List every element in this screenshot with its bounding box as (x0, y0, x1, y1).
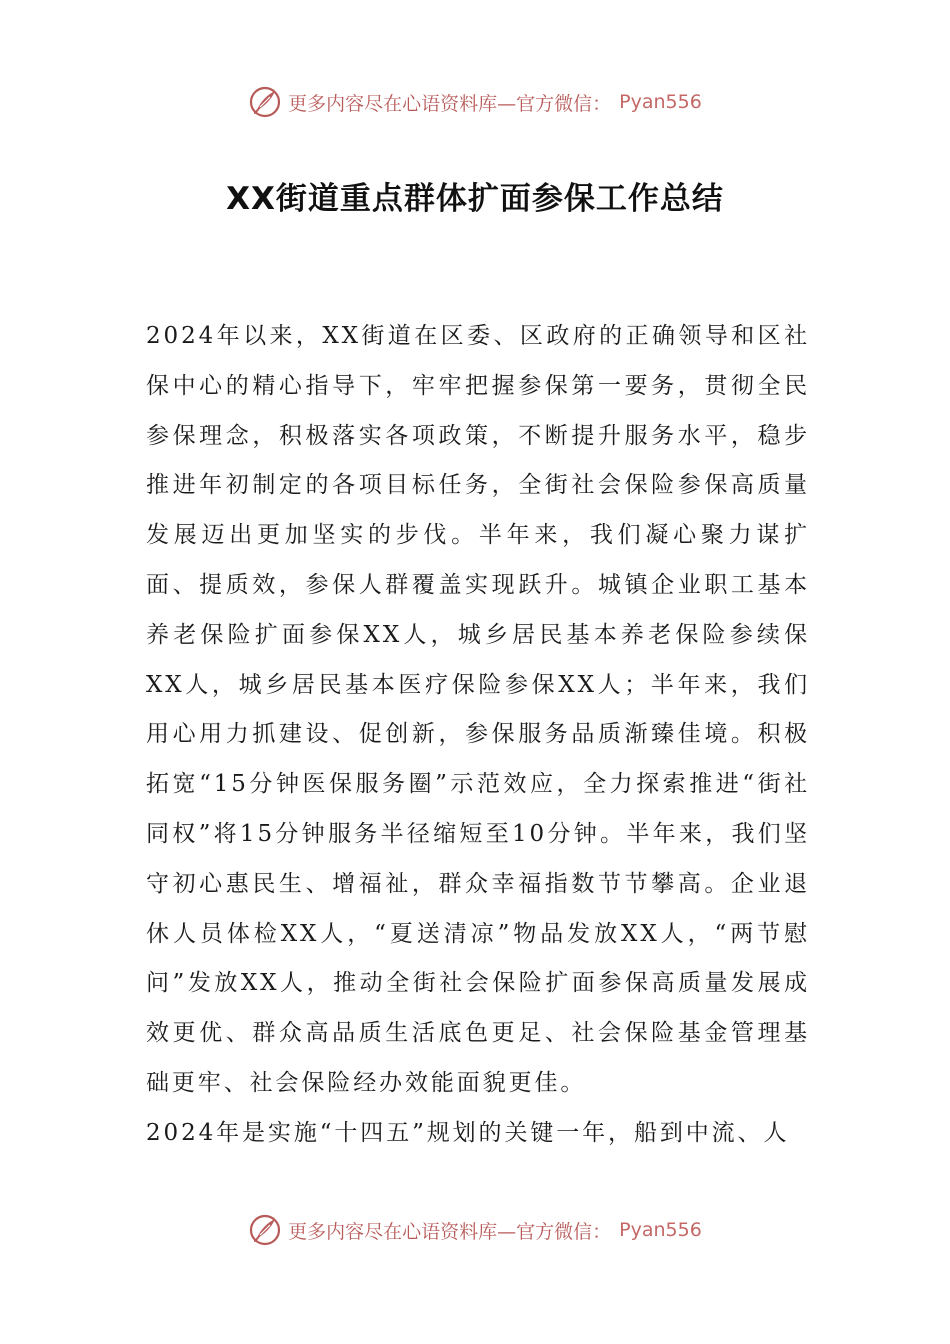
footer-wechat-id: Pyan556 (619, 1219, 702, 1241)
body-paragraph-2: 2024年是实施“十四五”规划的关键一年，船到中流、人 (146, 1119, 790, 1146)
footer-watermark-banner (0, 1210, 950, 1250)
header-watermark-text: 更多内容尽在心语资料库—官方微信： (288, 92, 612, 115)
header-wechat-id: Pyan556 (619, 91, 702, 113)
document-body (146, 312, 810, 1159)
header-watermark-banner (0, 82, 950, 122)
document-title: XX街道重点群体扩面参保工作总结 (226, 181, 724, 217)
feather-pen-logo-icon (248, 85, 282, 119)
body-paragraph-1: 2024年以来，XX街道在区委、区政府的正确领导和区社保中心的精心指导下，牢牢把握参保第一要务，贯彻全民参保理念，积极落实各项政策，不断提升服务水平，稳步推进年初制定的各项目标任务，全街社会保险参保高质量发展迈出更加坚实的步伐。半年来，我们凝心聚力谋扩面、提质效，参保人群覆盖实现跃升。城镇企业职工基本养老保险扩面参保XX人，城乡居民基本养老保险参续保XX人，城乡居民基本医疗保险参保XX人；半年来，我们用心用力抓建设、促创新，参保服务品质渐臻佳境。积极拓宽“15分钟医保服务圈”示范效应，全力探索推进“街社同权”将15分钟服务半径缩短至10分钟。半年来，我们坚守初心惠民生、增福祉，群众幸福指数节节攀高。企业退休人员体检XX人，“夏送清凉”物品发放XX人，“两节慰问”发放XX人，推动全街社会保险扩面参保高质量发展成效更优、群众高品质生活底色更足、社会保险基金管理基础更牢、社会保险经办效能面貌更佳。 (146, 323, 810, 1096)
footer-watermark-text: 更多内容尽在心语资料库—官方微信： (288, 1220, 612, 1243)
feather-pen-logo-icon (248, 1213, 282, 1247)
